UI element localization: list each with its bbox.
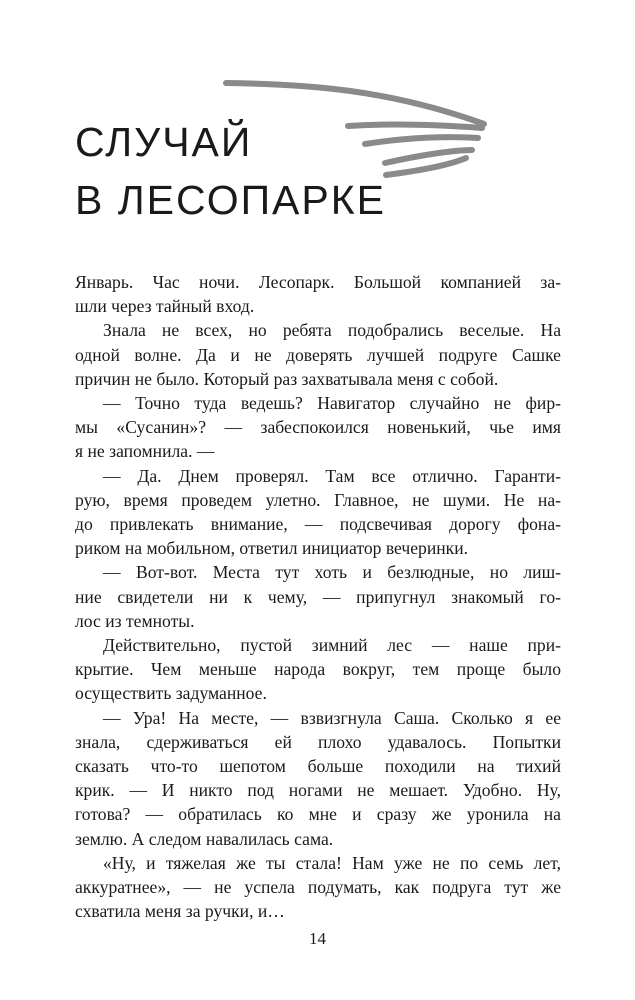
paragraph [75,391,561,464]
text-line: землю. А следом навалилась сама. [75,828,334,849]
text-line: осуществить задуманное. [75,683,267,704]
text-line: я не запомнила. — [75,441,215,462]
text-line: Действительно, пустой зимний лес — наше при- [103,635,561,656]
text-line: крик. — И никто под ногами не мешает. Удобно. Ну, [75,780,561,801]
text-line: — Точно туда ведешь? Навигатор случайно не фир- [103,393,561,414]
text-line: схватила меня за ручки, и… [75,901,285,922]
text-line: крытие. Чем меньше народа вокруг, тем проще было [75,659,561,680]
text-line: риком на мобильном, ответил инициатор вечеринки. [75,538,469,559]
text-line: Январь. Час ночи. Лесопарк. Большой компанией за- [75,272,561,292]
chapter-title-line-2: В ЛЕСОПАРКЕ [75,177,386,223]
text-line: ние свидетели ни к чему, — припугнул знакомый го- [75,586,561,607]
text-line: знала, сдерживаться ей плохо удавалось. Попытки [75,731,561,752]
chapter-body-text [75,270,561,923]
text-line: «Ну, и тяжелая же ты стала! Нам уже не по семь лет, [103,852,561,873]
text-line: — Ура! На месте, — взвизгнула Саша. Сколько я ее [103,707,561,728]
paragraph [75,464,561,561]
paragraph [75,318,561,391]
text-line: мы «Сусанин»? — забеспокоился новенький, чье имя [75,417,561,438]
text-line: лос из темноты. [75,610,195,631]
text-line: рую, время проведем улетно. Главное, не шуми. Не на- [75,489,561,510]
text-line: одной волне. Да и не доверять лучшей подруге Сашке [75,344,561,365]
text-line: сказать что-то шепотом больше походили на тихий [75,756,561,777]
text-line: шли через тайный вход. [75,296,255,317]
text-line: — Вот-вот. Места тут хоть и безлюдные, но лиш- [103,562,561,583]
text-line: аккуратнее», — не успела подумать, как подруга тут же [75,877,561,898]
text-line: Знала не всех, но ребята подобрались веселые. На [103,320,561,341]
chapter-title [75,113,386,229]
paragraph [75,560,561,633]
paragraph [75,270,561,318]
text-line: готова? — обратилась ко мне и сразу же уронила на [75,804,561,825]
chapter-title-line-1: СЛУЧАЙ [75,119,253,165]
text-line: до привлекать внимание, — подсвечивая дорогу фона- [75,514,561,535]
text-line: — Да. Днем проверял. Там все отлично. Гаранти- [103,465,561,486]
page-number: 14 [309,929,326,948]
paragraph [75,851,561,924]
paragraph [75,633,561,706]
text-line: причин не было. Который раз захватывала меня с собой. [75,368,499,389]
paragraph [75,706,561,851]
